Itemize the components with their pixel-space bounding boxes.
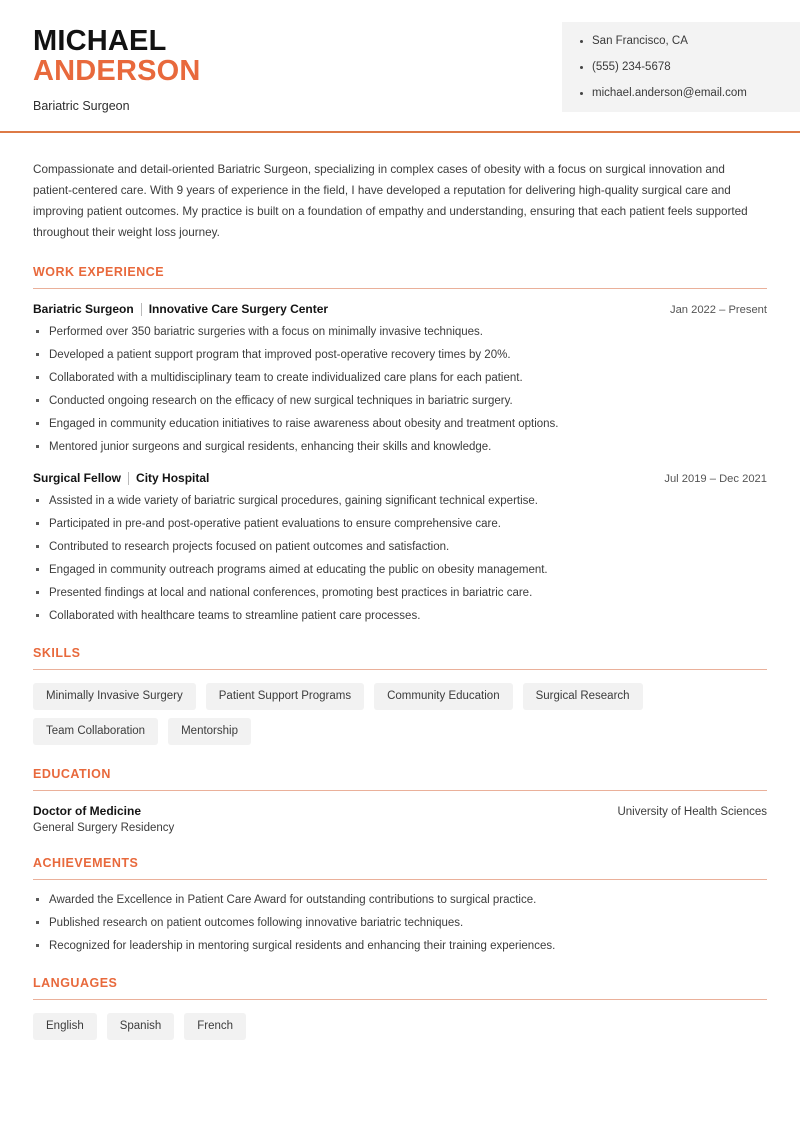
entry-company: Innovative Care Surgery Center — [148, 302, 329, 316]
bullet-item: Performed over 350 bariatric surgeries with a focus on minimally invasive techniques. — [33, 325, 767, 340]
bullet-item: Conducted ongoing research on the efficacy of new surgical techniques in bariatric surgery. — [33, 394, 767, 409]
entry-header — [33, 302, 767, 316]
section-education — [33, 767, 767, 834]
bullet-item: Contributed to research projects focused on patient outcomes and satisfaction. — [33, 540, 767, 555]
education-entry — [33, 804, 767, 834]
contact-item: michael.anderson@email.com — [580, 86, 800, 100]
section-title-education: EDUCATION — [33, 767, 111, 781]
first-name: MICHAEL — [33, 25, 167, 57]
section-title-languages: LANGUAGES — [33, 976, 118, 990]
section-rule — [33, 999, 767, 1000]
resume-header — [0, 0, 800, 131]
language-tag: Spanish — [107, 1013, 175, 1040]
last-name: ANDERSON — [33, 55, 201, 87]
bullet-item: Engaged in community education initiatives to raise awareness about obesity and treatment options. — [33, 417, 767, 432]
section-rule — [33, 790, 767, 791]
section-title-achievements: ACHIEVEMENTS — [33, 856, 139, 870]
skill-tag: Patient Support Programs — [206, 683, 364, 710]
section-languages — [33, 976, 767, 1040]
work-entry-list — [33, 302, 767, 624]
achievement-item: Recognized for leadership in mentoring surgical residents and enhancing their training experiences. — [33, 939, 767, 954]
language-tag-list — [33, 1013, 767, 1040]
bullet-item: Collaborated with healthcare teams to streamline patient care processes. — [33, 609, 767, 624]
entry-bullet-list — [33, 325, 767, 455]
separator-pipe — [128, 472, 129, 485]
entry-heading — [33, 471, 209, 485]
bullet-item: Developed a patient support program that improved post-operative recovery times by 20%. — [33, 348, 767, 363]
work-entry — [33, 302, 767, 455]
education-detail: General Surgery Residency — [33, 822, 175, 834]
bullet-item: Engaged in community outreach programs aimed at educating the public on obesity management. — [33, 563, 767, 578]
bullet-item: Assisted in a wide variety of bariatric surgical procedures, gaining significant technical expertise. — [33, 494, 767, 509]
contact-list — [580, 34, 800, 100]
work-entry — [33, 471, 767, 624]
section-work-experience — [33, 265, 767, 624]
summary-text: Compassionate and detail-oriented Bariatric Surgeon, specializing in complex cases of obesity with a focus on surgical innovation and patient-centered care. With 9 years of experience in the field, I have developed a reputation for delivering high-quality surgical care and improving patient outcomes. My practice is built on a foundation of empathy and understanding, ensuring that each patient feels supported throughout their weight loss journey. — [33, 163, 748, 239]
entry-bullet-list — [33, 494, 767, 624]
achievement-item: Published research on patient outcomes following innovative bariatric techniques. — [33, 916, 767, 931]
section-achievements — [33, 856, 767, 954]
degree-name: Doctor of Medicine — [33, 804, 142, 818]
section-title-work: WORK EXPERIENCE — [33, 265, 165, 279]
skill-tag-list — [33, 683, 767, 745]
section-rule — [33, 288, 767, 289]
header-divider — [0, 131, 800, 133]
contact-item: (555) 234-5678 — [580, 60, 800, 74]
skill-tag: Minimally Invasive Surgery — [33, 683, 196, 710]
entry-date: Jul 2019 – Dec 2021 — [664, 473, 767, 485]
institution-name: University of Health Sciences — [617, 806, 767, 818]
bullet-item: Collaborated with a multidisciplinary team to create individualized care plans for each patient. — [33, 371, 767, 386]
skill-tag: Mentorship — [168, 718, 251, 745]
entry-heading — [33, 302, 328, 316]
achievement-item: Awarded the Excellence in Patient Care Award for outstanding contributions to surgical practice. — [33, 893, 767, 908]
entry-header — [33, 471, 767, 485]
language-tag: English — [33, 1013, 97, 1040]
entry-role: Surgical Fellow — [33, 471, 122, 485]
entry-date: Jan 2022 – Present — [669, 304, 767, 316]
separator-pipe — [141, 303, 142, 316]
name-block — [33, 26, 201, 114]
education-entry-list — [33, 804, 767, 834]
bullet-item: Presented findings at local and national conferences, promoting best practices in bariatric care. — [33, 586, 767, 601]
achievement-list — [33, 893, 767, 954]
entry-role: Bariatric Surgeon — [33, 302, 134, 316]
contact-item: San Francisco, CA — [580, 34, 800, 48]
language-tag: French — [184, 1013, 246, 1040]
skill-tag: Surgical Research — [523, 683, 643, 710]
section-title-skills: SKILLS — [33, 646, 81, 660]
job-title: Bariatric Surgeon — [33, 99, 130, 113]
contact-box — [562, 22, 800, 112]
skill-tag: Community Education — [374, 683, 513, 710]
skill-tag: Team Collaboration — [33, 718, 158, 745]
bullet-item: Mentored junior surgeons and surgical residents, enhancing their skills and knowledge. — [33, 440, 767, 455]
entry-company: City Hospital — [136, 471, 210, 485]
entry-header — [33, 804, 767, 818]
bullet-item: Participated in pre-and post-operative patient evaluations to ensure comprehensive care. — [33, 517, 767, 532]
section-rule — [33, 879, 767, 880]
section-rule — [33, 669, 767, 670]
resume-content — [0, 159, 800, 1040]
section-skills — [33, 646, 767, 745]
